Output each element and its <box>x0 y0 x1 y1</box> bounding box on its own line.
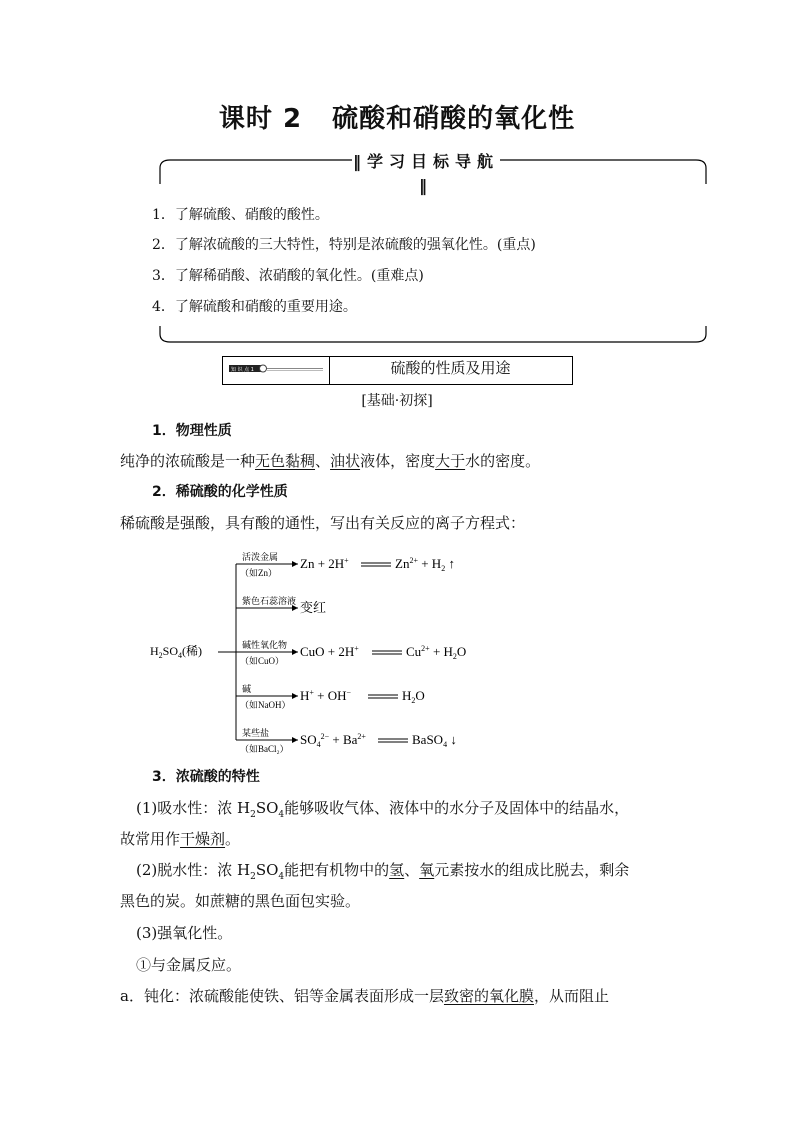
equation-lhs: H+ + OH− <box>300 688 352 703</box>
arrow-head <box>292 737 298 743</box>
answer-blank: 致密的 <box>443 987 489 1005</box>
branch-reagent: 紫色石蕊溶液 <box>242 596 297 606</box>
answer-blank: 氢 <box>389 861 405 879</box>
branch-reagent: 某些盐 <box>242 728 270 738</box>
goal-item: 3．了解稀硝酸、浓硝酸的氧化性。(重难点) <box>152 268 424 284</box>
section-badge <box>223 357 330 384</box>
arrow-head <box>292 561 298 567</box>
answer-blank: 干燥剂 <box>180 830 226 848</box>
branch-reagent: 碱 <box>242 684 252 694</box>
diagram-source: $H_2SO_4$(稀) <box>150 644 203 660</box>
svg-text:知 识 点 1: 知 识 点 1 <box>231 367 254 373</box>
goals-label: ‖学习目标导航‖ <box>352 152 499 195</box>
knowledge-badge-icon <box>223 357 329 384</box>
branch-reagent: 碱性氧化物 <box>242 640 288 650</box>
branch-example: （如Zn） <box>240 568 277 578</box>
heading-physical: 1．物理性质 <box>152 423 232 439</box>
arrow-head <box>292 649 298 655</box>
branch-example: （如NaOH） <box>240 700 291 710</box>
heading-dilute: 2．稀硫酸的化学性质 <box>152 484 288 500</box>
arrow-head <box>292 693 298 699</box>
paragraph-dehydrate: (2)脱水性：浓 $H_2SO_4$能把有机物中的氢、氧元素按水的组成比脱去，剩余 <box>136 861 630 882</box>
paragraph-dehydrate-cont: 黑色的炭。如蔗糖的黑色面包实验。 <box>120 892 361 910</box>
branch-example: （如CuO） <box>240 656 285 666</box>
paragraph-metal: ①与金属反应。 <box>136 956 242 974</box>
reaction-diagram <box>148 540 488 755</box>
answer-blank: 大于 <box>435 452 466 470</box>
equation-rhs: Cu2+ + H2O <box>406 644 467 661</box>
equation-rhs: H2O <box>402 688 425 705</box>
section-tag: [基础·初探] <box>361 393 433 409</box>
equation-lhs: CuO + 2H+ <box>300 644 359 659</box>
answer-blank: 无色黏稠 <box>255 452 316 470</box>
branch-reagent: 活泼金属 <box>242 552 279 562</box>
branch-example: （如BaCl₂） <box>240 744 289 754</box>
dilute-intro: 稀硫酸是强酸，具有酸的通性，写出有关反应的离子方程式： <box>120 514 526 532</box>
page-title <box>0 98 794 135</box>
paragraph-absorb-cont: 故常用作干燥剂。 <box>120 830 241 848</box>
equation-lhs: SO42− + Ba2+ <box>300 732 366 749</box>
paragraph-oxidize: (3)强氧化性。 <box>136 924 233 942</box>
goal-item: 4．了解硫酸和硝酸的重要用途。 <box>152 299 357 315</box>
goal-item: 1．了解硫酸、硝酸的酸性。 <box>152 207 329 223</box>
equation-lhs: 变红 <box>300 600 327 615</box>
physical-text: 纯净的浓硫酸是一种无色黏稠、油状液体，密度大于水的密度。 <box>120 452 541 470</box>
equation-rhs: BaSO4 ↓ <box>412 732 457 749</box>
section-header <box>222 356 573 385</box>
paragraph-absorb: (1)吸水性：浓 $H_2SO_4$能够吸收气体、液体中的水分子及固体中的结晶水， <box>136 799 630 820</box>
answer-blank: 油状 <box>330 452 361 470</box>
answer-blank: 氧 <box>419 861 435 879</box>
equation-rhs: Zn2+ + H2 ↑ <box>395 556 455 573</box>
lesson-number: 课时 2 <box>218 104 303 134</box>
section-title: 硫酸的性质及用途 <box>390 359 511 377</box>
lesson-topic: 硫酸和硝酸的氧化性 <box>332 104 576 134</box>
heading-concentrated: 3．浓硫酸的特性 <box>152 769 260 785</box>
equation-lhs: Zn + 2H+ <box>300 556 349 571</box>
goal-item: 2．了解浓硫酸的三大特性，特别是浓硫酸的强氧化性。(重点) <box>152 237 536 253</box>
paragraph-passivation: a．钝化：浓硫酸能使铁、铝等金属表面形成一层致密的氧化膜，从而阻止 <box>120 987 609 1005</box>
answer-blank: 氧化膜 <box>488 987 534 1005</box>
